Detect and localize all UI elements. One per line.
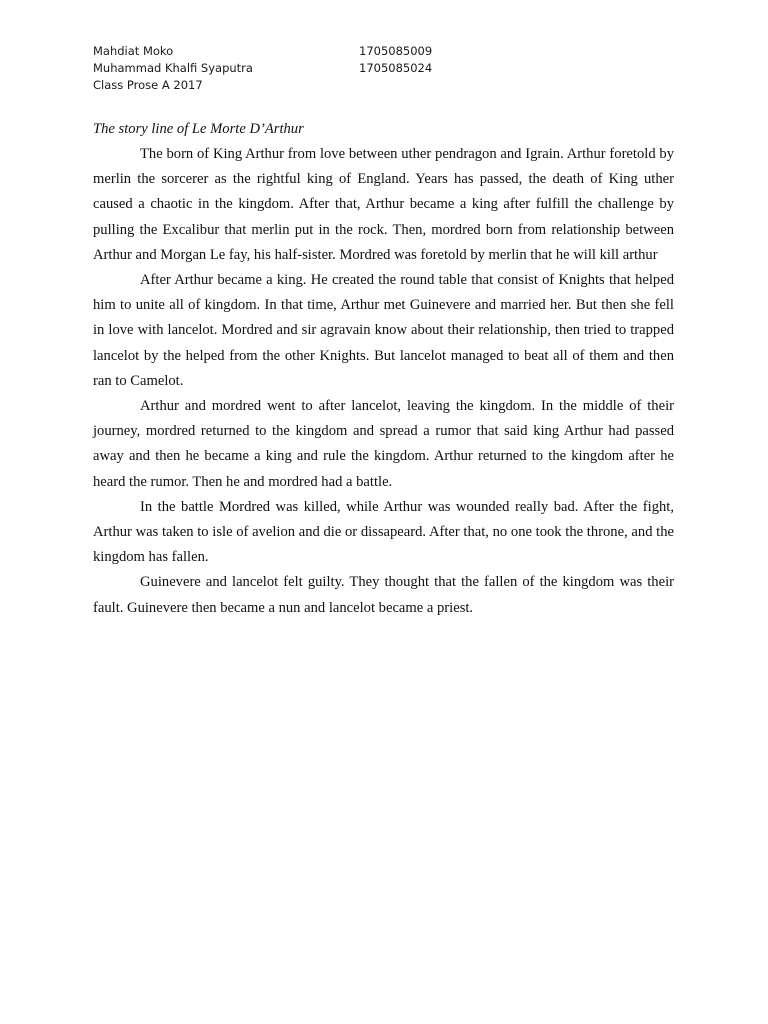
paragraph-2: After Arthur became a king. He created the round table that consist of Knights that helped him to unite all of kingdom. In that time, Arthur met Guinevere and married her. But then she fell in love with lancelot. Mordred and sir agravain know about their relationship, then tried to trapped lancelot by the helped from the other Knights. But lancelot managed to beat all of them and then ran to Camelot. bbox=[93, 272, 674, 389]
document-title: The story line of Le Morte D’Arthur bbox=[93, 121, 304, 137]
author-name: Muhammad Khalfi Syaputra bbox=[93, 61, 253, 75]
paragraph-3: Arthur and mordred went to after lancelot, leaving the kingdom. In the middle of their journey, mordred returned to the kingdom and spread a rumor that said king Arthur had passed away and then he became a king and rule the kingdom. Arthur returned to the kingdom after he heard the rumor. Then he and mordred had a battle. bbox=[93, 398, 674, 490]
author-header bbox=[93, 43, 593, 94]
header-row-1 bbox=[93, 43, 593, 60]
header-row-3 bbox=[93, 77, 593, 94]
paragraph-1: The born of King Arthur from love between uther pendragon and Igrain. Arthur foretold by merlin the sorcerer as the rightful king of England. Years has passed, the death of King uther caused a chaotic in the kingdom. After that, Arthur became a king after fulfill the challenge by pulling the Excalibur that merlin put in the rock. Then, mordred born from relationship between Arthur and Morgan Le fay, his half-sister. Mordred was foretold by merlin that he will kill arthur bbox=[93, 146, 674, 263]
paragraph-4: In the battle Mordred was killed, while Arthur was wounded really bad. After the fight, Arthur was taken to isle of avelion and die or dissapeard. After that, no one took the throne, and the kingdom has fallen. bbox=[93, 498, 674, 566]
student-id: 1705085009 bbox=[359, 44, 433, 58]
document-body bbox=[93, 117, 674, 621]
author-name: Mahdiat Moko bbox=[93, 44, 174, 58]
header-row-2 bbox=[93, 60, 593, 77]
paragraph-5: Guinevere and lancelot felt guilty. They thought that the fallen of the kingdom was their fault. Guinevere then became a nun and lancelot became a priest. bbox=[93, 574, 674, 616]
class-name: Class Prose A 2017 bbox=[93, 78, 203, 92]
student-id: 1705085024 bbox=[359, 61, 433, 75]
